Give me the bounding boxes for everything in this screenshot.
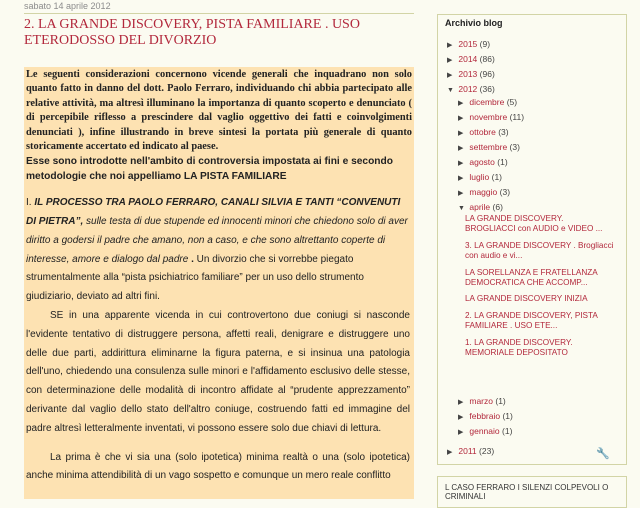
- archive-month-luglio[interactable]: [458, 172, 502, 184]
- post-count: (1): [491, 172, 502, 182]
- archive-month-link[interactable]: maggio: [469, 187, 498, 197]
- expand-toggle-icon[interactable]: ▶: [458, 100, 464, 107]
- archive-month-link[interactable]: luglio: [469, 172, 490, 182]
- section-rest: Un divorzio che si vorrebbe piegato strumentalmente alla “pista psichiatrico familiare” per un uso dello strumento giudiziario, deviato ad altri fini.: [26, 253, 364, 303]
- section-number: I.: [26, 197, 32, 209]
- archive-year-link[interactable]: 2014: [458, 54, 478, 64]
- section-title: IL PROCESSO TRA PAOLO FERRARO, CANALI SILVIA E TANTI “CONVENUTI DI PIETRA”,: [26, 197, 401, 228]
- divider: [24, 13, 414, 14]
- expand-toggle-icon[interactable]: ▶: [458, 399, 464, 406]
- post-count: (3): [509, 142, 520, 152]
- archive-month-dicembre[interactable]: [458, 97, 517, 109]
- archive-month-link[interactable]: marzo: [469, 396, 493, 406]
- archive-month-ottobre[interactable]: [458, 127, 509, 139]
- archive-year-2014[interactable]: [447, 54, 495, 66]
- archive-year-2012[interactable]: [447, 84, 495, 96]
- expand-toggle-icon[interactable]: ▶: [458, 160, 464, 167]
- next-widget: [437, 476, 627, 508]
- post-count: (9): [479, 39, 491, 49]
- post-date: sabato 14 aprile 2012: [24, 1, 111, 11]
- expand-toggle-icon[interactable]: ▶: [458, 175, 464, 182]
- archive-post-link[interactable]: 2. LA GRANDE DISCOVERY, PISTA FAMILIARE . USO ETE...: [465, 310, 598, 331]
- post-count: (3): [498, 127, 509, 137]
- archive-year-link[interactable]: 2013: [458, 69, 478, 79]
- archive-month-settembre[interactable]: [458, 142, 520, 154]
- post-count: (1): [502, 411, 513, 421]
- expand-toggle-icon[interactable]: ▶: [458, 414, 464, 421]
- expand-toggle-icon[interactable]: ▶: [458, 145, 464, 152]
- next-widget-title[interactable]: L CASO FERRARO I SILENZI COLPEVOLI O CRIMINALI: [445, 483, 609, 501]
- intro-note: Esse sono introdotte nell'ambito di controversia impostata ai fini e secondo metodologie che noi appelliamo LA PISTA FAMILIARE: [26, 156, 393, 182]
- archive-month-link[interactable]: gennaio: [469, 426, 500, 436]
- archive-month-link[interactable]: dicembre: [469, 97, 505, 107]
- archive-month-aprile[interactable]: [458, 202, 503, 214]
- collapse-toggle-icon[interactable]: ▼: [458, 205, 465, 212]
- post-count: (1): [497, 157, 508, 167]
- post-count: (1): [502, 426, 513, 436]
- archive-year-2011[interactable]: [447, 446, 494, 458]
- archive-month-link[interactable]: settembre: [469, 142, 508, 152]
- archive-post-link[interactable]: LA GRANDE DISCOVERY. BROGLIACCI con AUDIO e VIDEO ...: [465, 214, 603, 234]
- archive-month-link[interactable]: ottobre: [469, 127, 496, 137]
- post-title[interactable]: 2. LA GRANDE DISCOVERY, PISTA FAMILIARE . USO ETERODOSSO DEL DIVORZIO: [24, 17, 360, 48]
- archive-year-link[interactable]: 2012: [458, 84, 478, 94]
- expand-toggle-icon[interactable]: ▶: [447, 42, 453, 49]
- wrench-icon[interactable]: 🔧: [596, 448, 610, 460]
- archive-month-link[interactable]: novembre: [469, 112, 508, 122]
- expand-toggle-icon[interactable]: ▶: [458, 190, 464, 197]
- post-count: (11): [509, 112, 525, 122]
- archive-post-link[interactable]: LA GRANDE DISCOVERY INIZIA: [465, 294, 588, 304]
- post-count: (3): [499, 187, 511, 197]
- april-posts-list: [465, 214, 615, 364]
- archive-post-link[interactable]: 1. LA GRANDE DISCOVERY. MEMORIALE DEPOSITATO: [465, 337, 573, 358]
- archive-month-febbraio[interactable]: [458, 411, 513, 423]
- post-count: (5): [506, 97, 518, 107]
- post-count: (86): [479, 54, 495, 64]
- expand-toggle-icon[interactable]: ▶: [447, 449, 453, 456]
- body-paragraph: SE in una apparente vicenda in cui controvertono due coniugi si nasconde l'evidente tentativo di distruggere persona, affetti reali, denigrare e distruggere uno delle due parti, addirittura eliminarne la figura paterna, e si insinua una patologia dell'uno, chiedendo una consulenza sulle minori e l'affidamento esclusivo delle stesse, con determinazione delle modalità di incontro affidate al “prudente apprezzamento” derivante dal vaglio dello stato dell'altro coniuge, costruendo fatti ed immagine del padre altresì letteralmente inventati, vi possono essere solo due chiavi di lettura.: [26, 310, 410, 434]
- post-count: (36): [479, 84, 495, 94]
- section-dot: .: [188, 253, 194, 265]
- post-count: (23): [479, 446, 495, 456]
- expand-toggle-icon[interactable]: ▶: [458, 130, 464, 137]
- post-count: (1): [495, 396, 506, 406]
- widget-title: Archivio blog: [445, 18, 503, 28]
- archive-post-link[interactable]: LA SORELLANZA E FRATELLANZA DEMOCRATICA CHE ACCOMP...: [465, 267, 598, 288]
- expand-toggle-icon[interactable]: ▶: [458, 429, 464, 436]
- expand-toggle-icon[interactable]: ▶: [458, 115, 464, 122]
- post-body: [24, 67, 414, 499]
- blog-archive-widget: [437, 14, 627, 465]
- collapse-toggle-icon[interactable]: ▼: [447, 87, 454, 94]
- archive-post-link[interactable]: 3. LA GRANDE DISCOVERY . Brogliacci con audio e vi...: [465, 240, 614, 261]
- post-count: (96): [479, 69, 495, 79]
- expand-toggle-icon[interactable]: ▶: [447, 57, 453, 64]
- archive-year-2013[interactable]: [447, 69, 495, 81]
- archive-month-link[interactable]: aprile: [469, 202, 491, 212]
- section-paragraph: [24, 184, 414, 307]
- archive-month-marzo[interactable]: [458, 396, 506, 408]
- archive-month-maggio[interactable]: [458, 187, 510, 199]
- archive-month-agosto[interactable]: [458, 157, 508, 169]
- archive-month-link[interactable]: agosto: [469, 157, 495, 167]
- body-paragraph: La prima è che vi sia una (solo ipotetica) minima realtà o una (solo ipotetica) anche minima attendibilità di un vago sospetto e comunque un mero reale conflitto: [26, 451, 410, 482]
- archive-month-novembre[interactable]: [458, 112, 524, 124]
- intro-paragraph: Le seguenti considerazioni concernono vicende generali che inquadrano non solo quanto fatto in danno del dott. Paolo Ferraro, individuando chi abbia partecipato alle relative attività, ma altresì illuminano la importanza di quanto scoperto e denunciato ( di percepibile riflesso a prescindere dal vaglio oggettivo dei fatti e coinvolgimenti denunciati ), infine illustrando in breve sintesi la portata più generale di quanto storicamente accertato ed indicato al paese.: [26, 69, 412, 153]
- post-count: (6): [492, 202, 503, 212]
- archive-month-gennaio[interactable]: [458, 426, 512, 438]
- archive-month-link[interactable]: febbraio: [469, 411, 501, 421]
- archive-year-link[interactable]: 2011: [458, 446, 477, 456]
- expand-toggle-icon[interactable]: ▶: [447, 72, 453, 79]
- archive-year-link[interactable]: 2015: [458, 39, 478, 49]
- archive-year-2015[interactable]: [447, 39, 490, 51]
- section-italic: sulle testa di due stupende ed innocenti minori che chiedono solo di aver diritto a godersi il padre che amano, non a caso, e che sono altrettanto coperte di interesse, amore e dialogo dal padre: [26, 216, 408, 265]
